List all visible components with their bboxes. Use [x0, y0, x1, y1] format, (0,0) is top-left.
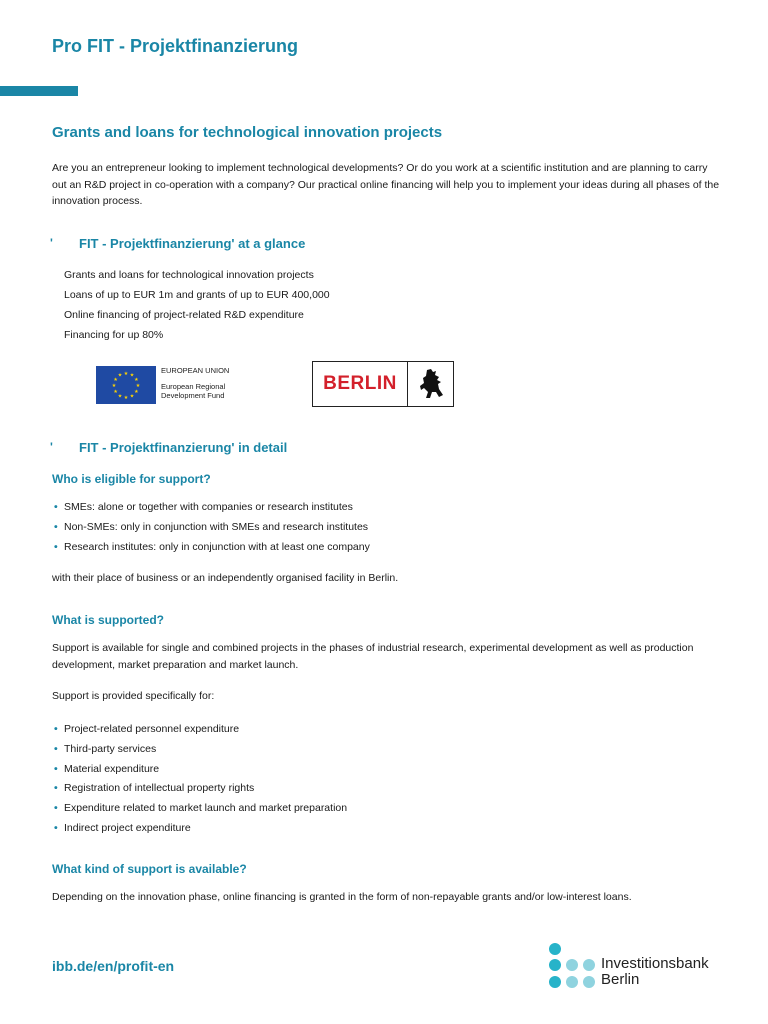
eu-logo-text [161, 366, 229, 401]
eligible-heading: Who is eligible for support? [52, 472, 211, 486]
kind-heading: What kind of support is available? [52, 862, 247, 876]
supported-intro: Support is provided specifically for: [52, 690, 215, 702]
bullet-icon: • [54, 723, 58, 735]
eu-star-icon: ★ [135, 383, 141, 389]
list-item: • Research institutes: only in conjunction with at least one company [52, 538, 370, 558]
bullet-icon: • [54, 762, 58, 775]
berlin-logo [312, 361, 454, 407]
page-title: Pro FIT - Projektfinanzierung [52, 36, 299, 56]
supported-text: Support is available for single and combined projects in the phases of industrial research, experimental development as well as production development, market preparation and market launch. [52, 642, 694, 671]
glance-heading: FIT - Projektfinanzierung' at a glance [79, 236, 306, 251]
bullet-icon: • [54, 520, 58, 533]
list-item: • Registration of intellectual property rights [52, 779, 347, 799]
eu-star-icon: ★ [123, 395, 129, 401]
accent-bar [0, 86, 78, 96]
ibb-brand-line1: Investitionsbank [601, 955, 709, 972]
ibb-dots-icon [548, 942, 598, 990]
glance-list [64, 266, 330, 346]
list-item: • Material expenditure [52, 760, 347, 780]
glance-quote-mark: ' [50, 236, 53, 250]
ibb-brand [601, 956, 709, 988]
intro-heading: Grants and loans for technological innovation projects [52, 124, 443, 141]
list-item: • Project-related personnel expenditure [52, 720, 347, 740]
glance-item: Financing for up 80% [64, 329, 164, 341]
list-item: • Third-party services [52, 740, 347, 760]
eu-star-icon: ★ [117, 372, 123, 379]
list-item: • Indirect project expenditure [52, 819, 347, 839]
berlin-wordmark: BERLIN [323, 373, 397, 394]
glance-item: Online financing of project-related R&D expenditure [64, 309, 304, 321]
bullet-icon: • [54, 540, 58, 553]
eu-star-icon: ★ [129, 372, 135, 379]
eu-title: EUROPEAN UNION [161, 366, 230, 375]
eu-star-icon: ★ [134, 389, 139, 395]
detail-heading: FIT - Projektfinanzierung' in detail [79, 440, 288, 455]
glance-item: Loans of up to EUR 1m and grants of up to EUR 400,000 [64, 289, 330, 301]
kind-text: Depending on the innovation phase, online financing is granted in the form of non-repayable grants and/or low-interest loans. [52, 891, 632, 903]
glance-item: Grants and loans for technological innovation projects [64, 269, 314, 281]
eu-star-icon: ★ [134, 377, 139, 383]
detail-quote-mark: ' [50, 440, 53, 454]
eu-fund-line1: European Regional [161, 381, 226, 391]
bullet-icon: • [54, 501, 58, 513]
berlin-divider [407, 362, 408, 406]
list-item: • Non-SMEs: only in conjunction with SMEs and research institutes [52, 518, 370, 538]
eu-star-icon: ★ [111, 383, 117, 389]
eu-star-icon: ★ [113, 389, 118, 395]
eu-star-icon: ★ [123, 371, 129, 377]
eu-star-icon: ★ [113, 377, 118, 383]
eu-fund-line2: Development Fund [161, 391, 225, 400]
list-item: • Expenditure related to market launch and market preparation [52, 799, 347, 819]
ibb-brand-line2: Berlin [601, 971, 640, 988]
bullet-icon: • [54, 821, 58, 834]
bullet-icon: • [54, 782, 58, 795]
list-item: • SMEs: alone or together with companies or research institutes [52, 498, 370, 518]
berlin-bear-icon [417, 368, 447, 400]
supported-list [52, 720, 347, 839]
eu-star-icon: ★ [129, 393, 135, 400]
eu-flag-icon [96, 366, 156, 404]
bullet-icon: • [54, 742, 58, 755]
eligible-list [52, 498, 370, 557]
bullet-icon: • [54, 802, 58, 815]
eu-star-icon: ★ [117, 393, 123, 400]
eligible-note: with their place of business or an independently organised facility in Berlin. [52, 572, 399, 584]
footer-link[interactable]: ibb.de/en/profit-en [52, 958, 175, 974]
supported-heading: What is supported? [52, 613, 164, 627]
intro-text: Are you an entrepreneur looking to implement technological developments? Or do you work at a scientific institution and are planning to carry out an R&D project in co-operation with a company? Our practical online financing will help you to implement your ideas during all phases of the innovation process. [52, 162, 720, 207]
